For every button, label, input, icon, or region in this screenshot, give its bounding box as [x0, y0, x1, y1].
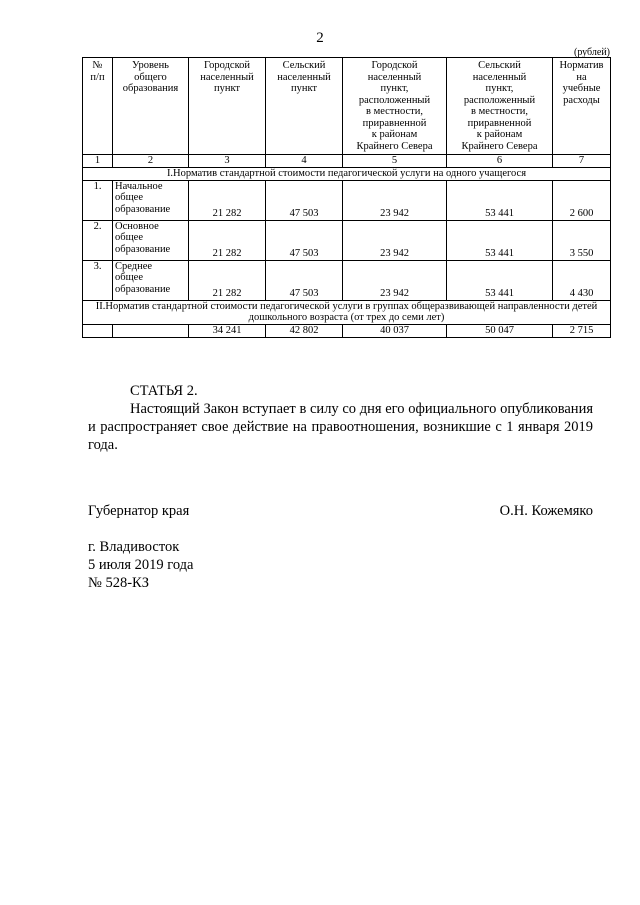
article-block: [88, 382, 593, 454]
table-cell: 4 430: [553, 260, 611, 300]
education-level: Начальное общее образование: [113, 180, 189, 220]
column-number: 4: [266, 155, 343, 168]
column-header: Сельский населенный пункт, расположенный в местности, приравненной к районам Крайнего Севера: [447, 58, 553, 155]
education-level: Основное общее образование: [113, 220, 189, 260]
table-cell: 3 550: [553, 220, 611, 260]
column-header: № п/п: [83, 58, 113, 155]
empty-cell: [113, 324, 189, 337]
row-index: 1.: [83, 180, 113, 220]
table-cell: 53 441: [447, 220, 553, 260]
table-cell: 50 047: [447, 324, 553, 337]
table-cell: 23 942: [343, 220, 447, 260]
column-header: Уровень общего образования: [113, 58, 189, 155]
column-number: 3: [189, 155, 266, 168]
column-number: 2: [113, 155, 189, 168]
units-label: (рублей): [573, 47, 610, 58]
section-row: [83, 300, 611, 324]
table-cell: 47 503: [266, 220, 343, 260]
column-header: Сельский населенный пункт: [266, 58, 343, 155]
column-header: Городской населенный пункт, расположенный в местности, приравненной к районам Крайнего Севера: [343, 58, 447, 155]
tariff-table: [82, 57, 611, 338]
table-cell: 47 503: [266, 180, 343, 220]
table-row: [83, 260, 611, 300]
article-text: Настоящий Закон вступает в силу со дня его официального опубликования и распространяет свое действие на правоотношения, возникшие с 1 января 2019 года.: [88, 401, 593, 453]
table-cell: 23 942: [343, 180, 447, 220]
signature-name: О.Н. Кожемяко: [499, 503, 593, 519]
table-row: [83, 180, 611, 220]
place-city: г. Владивосток: [88, 539, 180, 555]
table-row: [83, 324, 611, 337]
page-number: 2: [316, 30, 324, 46]
table-cell: 21 282: [189, 220, 266, 260]
table-cell: 53 441: [447, 180, 553, 220]
table-cell: 47 503: [266, 260, 343, 300]
section1-title: I.Норматив стандартной стоимости педагогической услуги на одного учащегося: [83, 168, 611, 181]
table-cell: 42 802: [266, 324, 343, 337]
column-number-row: [83, 155, 611, 168]
law-number: № 528-КЗ: [88, 575, 149, 591]
table-cell: 21 282: [189, 260, 266, 300]
table-cell: 2 600: [553, 180, 611, 220]
column-header: Норматив на учебные расходы: [553, 58, 611, 155]
row-index: 3.: [83, 260, 113, 300]
education-level: Среднее общее образование: [113, 260, 189, 300]
table-cell: 34 241: [189, 324, 266, 337]
table-cell: 40 037: [343, 324, 447, 337]
signature-position: Губернатор края: [88, 503, 190, 519]
signature-block: [88, 503, 593, 520]
section2-title: II.Норматив стандартной стоимости педагогической услуги в группах общеразвивающей направленности детей дошкольного возраста (от трех до семи лет): [83, 300, 611, 324]
section-row: [83, 168, 611, 181]
place-date-block: [88, 538, 194, 592]
column-number: 1: [83, 155, 113, 168]
table-cell: 21 282: [189, 180, 266, 220]
table-cell: 23 942: [343, 260, 447, 300]
table-row: [83, 220, 611, 260]
row-index: 2.: [83, 220, 113, 260]
column-number: 6: [447, 155, 553, 168]
column-number: 7: [553, 155, 611, 168]
table-cell: 53 441: [447, 260, 553, 300]
article-heading: СТАТЬЯ 2.: [130, 383, 198, 399]
column-number: 5: [343, 155, 447, 168]
table-cell: 2 715: [553, 324, 611, 337]
column-header: Городской населенный пункт: [189, 58, 266, 155]
empty-cell: [83, 324, 113, 337]
place-date: 5 июля 2019 года: [88, 557, 194, 573]
table-header-row: [83, 58, 611, 155]
